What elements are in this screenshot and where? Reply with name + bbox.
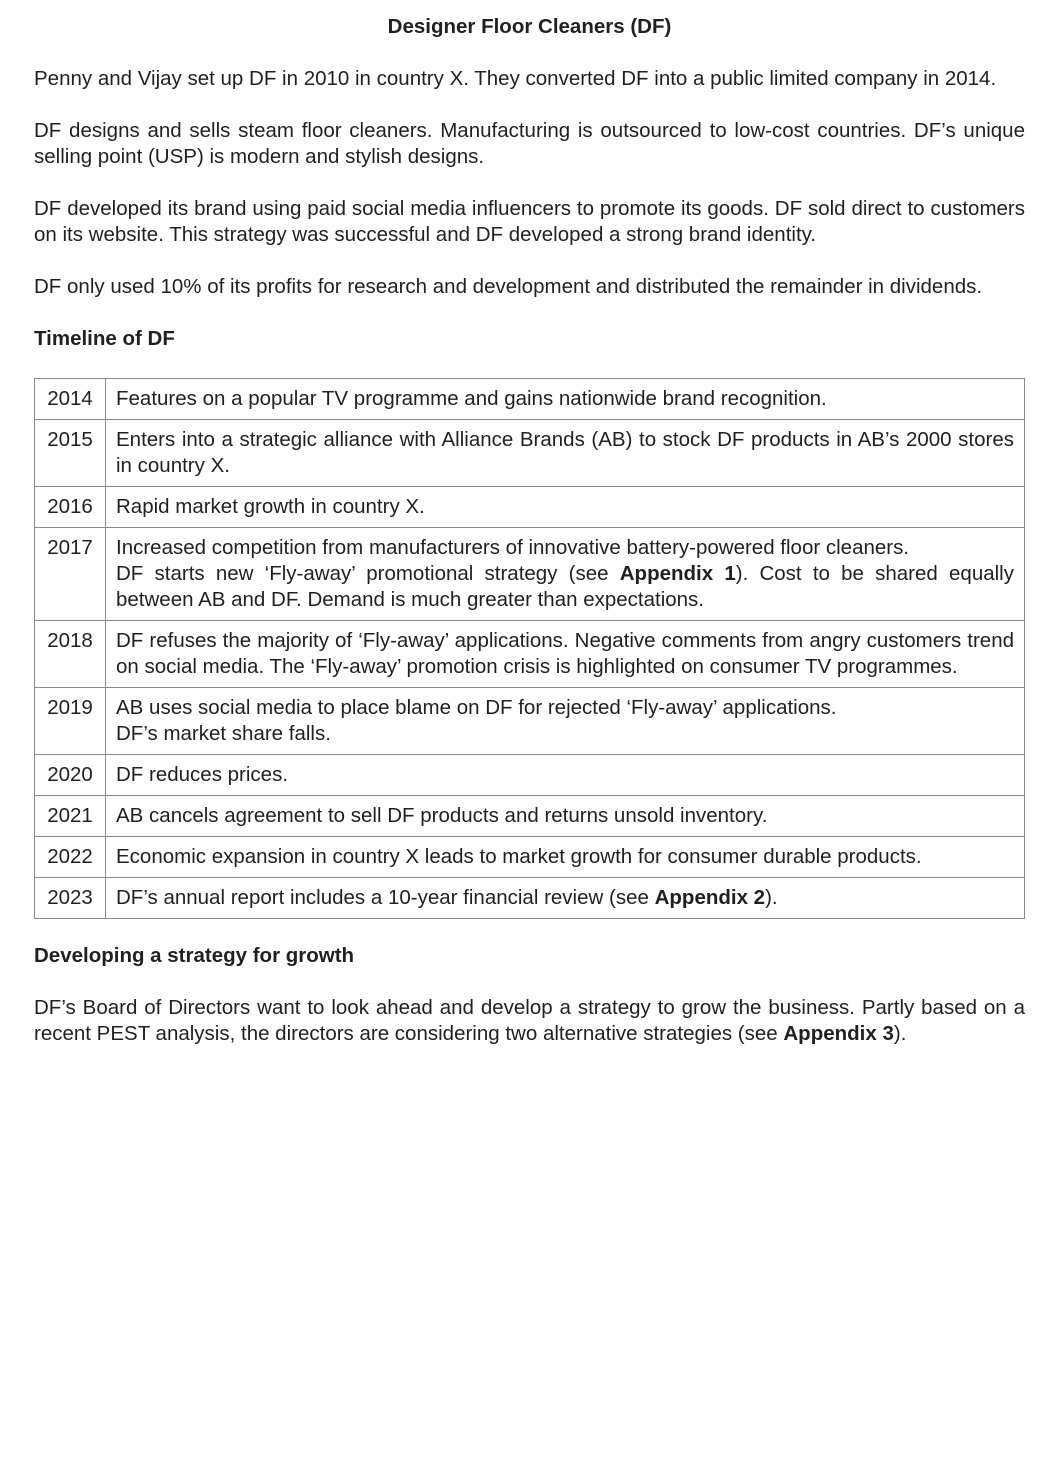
intro-paragraph: Penny and Vijay set up DF in 2010 in country X. They converted DF into a public limited company in 2014. [34,67,997,90]
timeline-row [35,878,1025,919]
timeline-row [35,420,1025,487]
timeline-year: 2021 [35,796,106,837]
timeline-year: 2015 [35,420,106,487]
timeline-event-line [116,494,1014,520]
timeline-event-line [116,535,1014,561]
timeline-event [106,420,1025,487]
text-run: Features on a popular TV programme and gains nationwide brand recognition. [116,387,827,410]
text-run: ). Cost to be shared equally between AB and DF. Demand is much greater than expectations. [116,562,1014,611]
timeline-event-line [116,628,1014,680]
text-run: Economic expansion in country X leads to market growth for consumer durable products. [116,845,922,868]
intro-paragraph: DF developed its brand using paid social media influencers to promote its goods. DF sold direct to customers on its website. This strategy was successful and DF developed a strong brand identity. [34,197,1025,246]
appendix-reference: Appendix 2 [654,886,766,909]
timeline-event-line [116,803,1014,829]
timeline-table-body [35,379,1025,919]
appendix-reference: Appendix 1 [619,562,736,585]
timeline-row [35,755,1025,796]
timeline-year: 2022 [35,837,106,878]
timeline-event-line [116,695,1014,721]
appendix-reference: Appendix 3 [783,1022,894,1045]
timeline-event [106,487,1025,528]
strategy-heading: Developing a strategy for growth [34,944,355,967]
timeline-year: 2017 [35,528,106,621]
intro-paragraph: DF designs and sells steam floor cleaners. Manufacturing is outsourced to low-cost countries. DF’s unique selling point (USP) is modern and stylish designs. [34,119,1025,168]
timeline-row [35,621,1025,688]
timeline-event [106,688,1025,755]
timeline-event-line [116,885,1014,911]
timeline-year: 2018 [35,621,106,688]
text-run: Increased competition from manufacturers of innovative battery-powered floor cleaners. [116,536,910,559]
timeline-event [106,379,1025,420]
timeline-event [106,878,1025,919]
document-title: Designer Floor Cleaners (DF) [387,15,672,38]
text-run: ). [765,886,778,909]
text-run: Enters into a strategic alliance with Alliance Brands (AB) to stock DF products in AB’s 2000 stores in country X. [116,428,1014,477]
strategy-paragraph [34,995,1025,1047]
timeline-year: 2019 [35,688,106,755]
timeline-row [35,528,1025,621]
timeline-year: 2016 [35,487,106,528]
document-page [34,14,1025,1073]
timeline-year: 2020 [35,755,106,796]
timeline-event-line [116,844,1014,870]
timeline-event-line [116,386,1014,412]
text-run: ). [893,1022,907,1045]
timeline-row [35,688,1025,755]
timeline-event-line [116,427,1014,479]
text-run: DF reduces prices. [116,763,289,786]
timeline-year: 2023 [35,878,106,919]
intro-paragraph: DF only used 10% of its profits for research and development and distributed the remainder in dividends. [34,275,983,298]
timeline-row [35,379,1025,420]
text-run: DF’s Board of Directors want to look ahead and develop a strategy to grow the business. Partly based on a recent PEST analysis, the directors are considering two alternative strategies (see [34,996,1025,1045]
timeline-heading: Timeline of DF [34,327,175,350]
timeline-event [106,796,1025,837]
timeline-row [35,487,1025,528]
timeline-event [106,837,1025,878]
text-run: AB uses social media to place blame on DF for rejected ‘Fly-away’ applications. [116,696,837,719]
text-run: DF’s annual report includes a 10-year financial review (see [116,886,655,909]
text-run: Rapid market growth in country X. [116,495,425,518]
timeline-row [35,796,1025,837]
timeline-event-line [116,561,1014,613]
timeline-event [106,528,1025,621]
timeline-event-line [116,721,1014,747]
timeline-table [34,378,1025,919]
timeline-event [106,621,1025,688]
text-run: AB cancels agreement to sell DF products and returns unsold inventory. [116,804,768,827]
timeline-year: 2014 [35,379,106,420]
text-run: DF’s market share falls. [116,722,331,745]
timeline-row [35,837,1025,878]
text-run: DF starts new ‘Fly-away’ promotional strategy (see [116,562,620,585]
timeline-event [106,755,1025,796]
timeline-event-line [116,762,1014,788]
text-run: DF refuses the majority of ‘Fly-away’ applications. Negative comments from angry customers trend on social media. The ‘Fly-away’ promotion crisis is highlighted on consumer TV programmes. [116,629,1014,678]
